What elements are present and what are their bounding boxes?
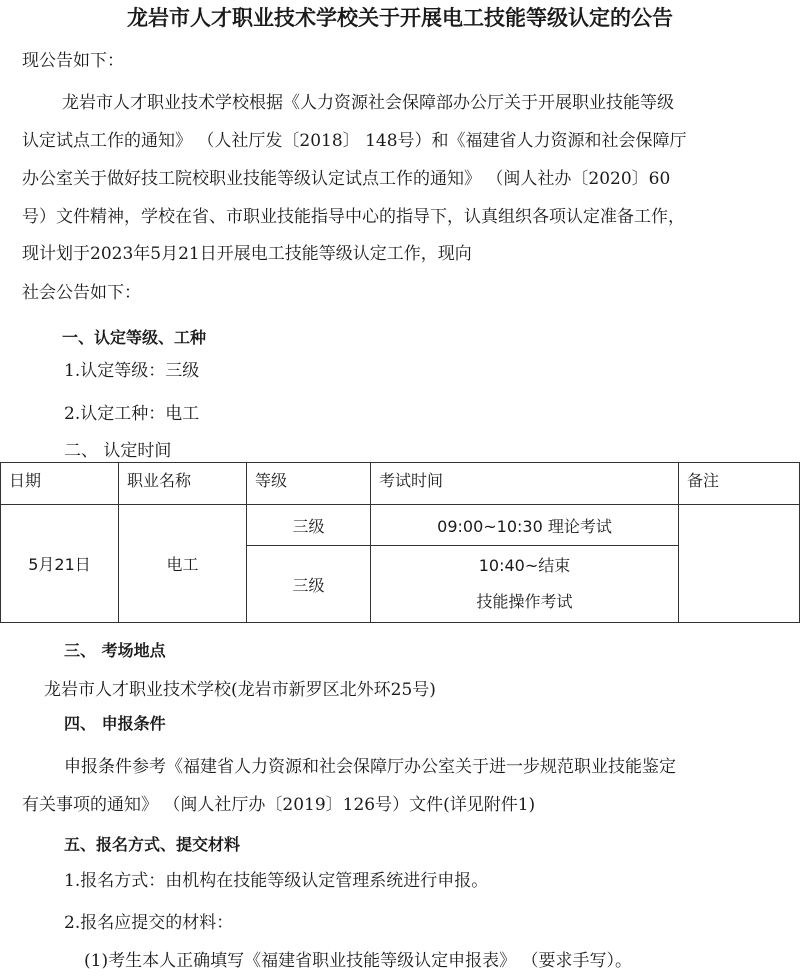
intro-line: 办公室关于做好技工院校职业技能等级认定试点工作的通知》 （闽人社办〔2020〕60: [22, 169, 671, 189]
header-remark: 备注: [679, 463, 800, 505]
exam-time-cell: [371, 546, 679, 623]
materials-subitem: (1)考生本人正确填写《福建省职业技能等级认定申报表》 （要求手写）。: [84, 951, 632, 971]
table-header-row: [1, 463, 800, 505]
venue-text: 龙岩市人才职业技术学校(龙岩市新罗区北外环25号): [44, 680, 436, 700]
intro-line: 现计划于2023年5月21日开展电工技能等级认定工作，现向: [22, 244, 472, 264]
intro-lead: 现公告如下：: [22, 51, 124, 71]
exam-time-line: 10:40~结束: [478, 556, 571, 575]
header-level: 等级: [247, 463, 371, 505]
requirements-line: 申报条件参考《福建省人力资源和社会保障厅办公室关于进一步规范职业技能鉴定: [64, 757, 676, 777]
registration-materials: 2.报名应提交的材料：: [64, 913, 234, 933]
section-heading-registration: 五、报名方式、提交材料: [64, 835, 241, 854]
header-date: 日期: [1, 463, 119, 505]
exam-time-line: 技能操作考试: [476, 592, 573, 611]
level-cell: 三级: [247, 546, 371, 623]
registration-method: 1.报名方式：由机构在技能等级认定管理系统进行申报。: [64, 871, 489, 891]
header-occupation: 职业名称: [119, 463, 247, 505]
level-item: 1.认定等级：三级: [64, 361, 200, 381]
occupation-cell: 电工: [119, 505, 247, 623]
remark-cell: [679, 505, 800, 623]
exam-time-cell: 09:00~10:30 理论考试: [371, 505, 679, 546]
intro-line: 龙岩市人才职业技术学校根据《人力资源社会保障部办公厅关于开展职业技能等级: [62, 93, 674, 113]
section-heading-venue: 三、 考场地点: [64, 641, 166, 660]
section-heading-time: 二、 认定时间: [64, 441, 172, 461]
section-heading-requirements: 四、 申报条件: [64, 714, 166, 733]
intro-line: 号）文件精神，学校在省、市职业技能指导中心的指导下，认真组织各项认定准备工作，: [22, 207, 685, 227]
trade-item: 2.认定工种：电工: [64, 404, 200, 424]
table-row: [1, 505, 800, 546]
schedule-table: [0, 462, 800, 623]
intro-line: 认定试点工作的通知》 （人社厅发〔2018〕 148号）和《福建省人力资源和社会保障厅: [22, 131, 687, 151]
header-exam-time: 考试时间: [371, 463, 679, 505]
date-cell: 5月21日: [1, 505, 119, 623]
page-title: 龙岩市人才职业技术学校关于开展电工技能等级认定的公告: [127, 6, 673, 30]
requirements-line: 有关事项的通知》 （闽人社厅办〔2019〕126号）文件(详见附件1): [22, 795, 536, 815]
section-heading-levels: 一、认定等级、工种: [62, 328, 207, 347]
intro-line: 社会公告如下：: [22, 283, 141, 303]
level-cell: 三级: [247, 505, 371, 546]
